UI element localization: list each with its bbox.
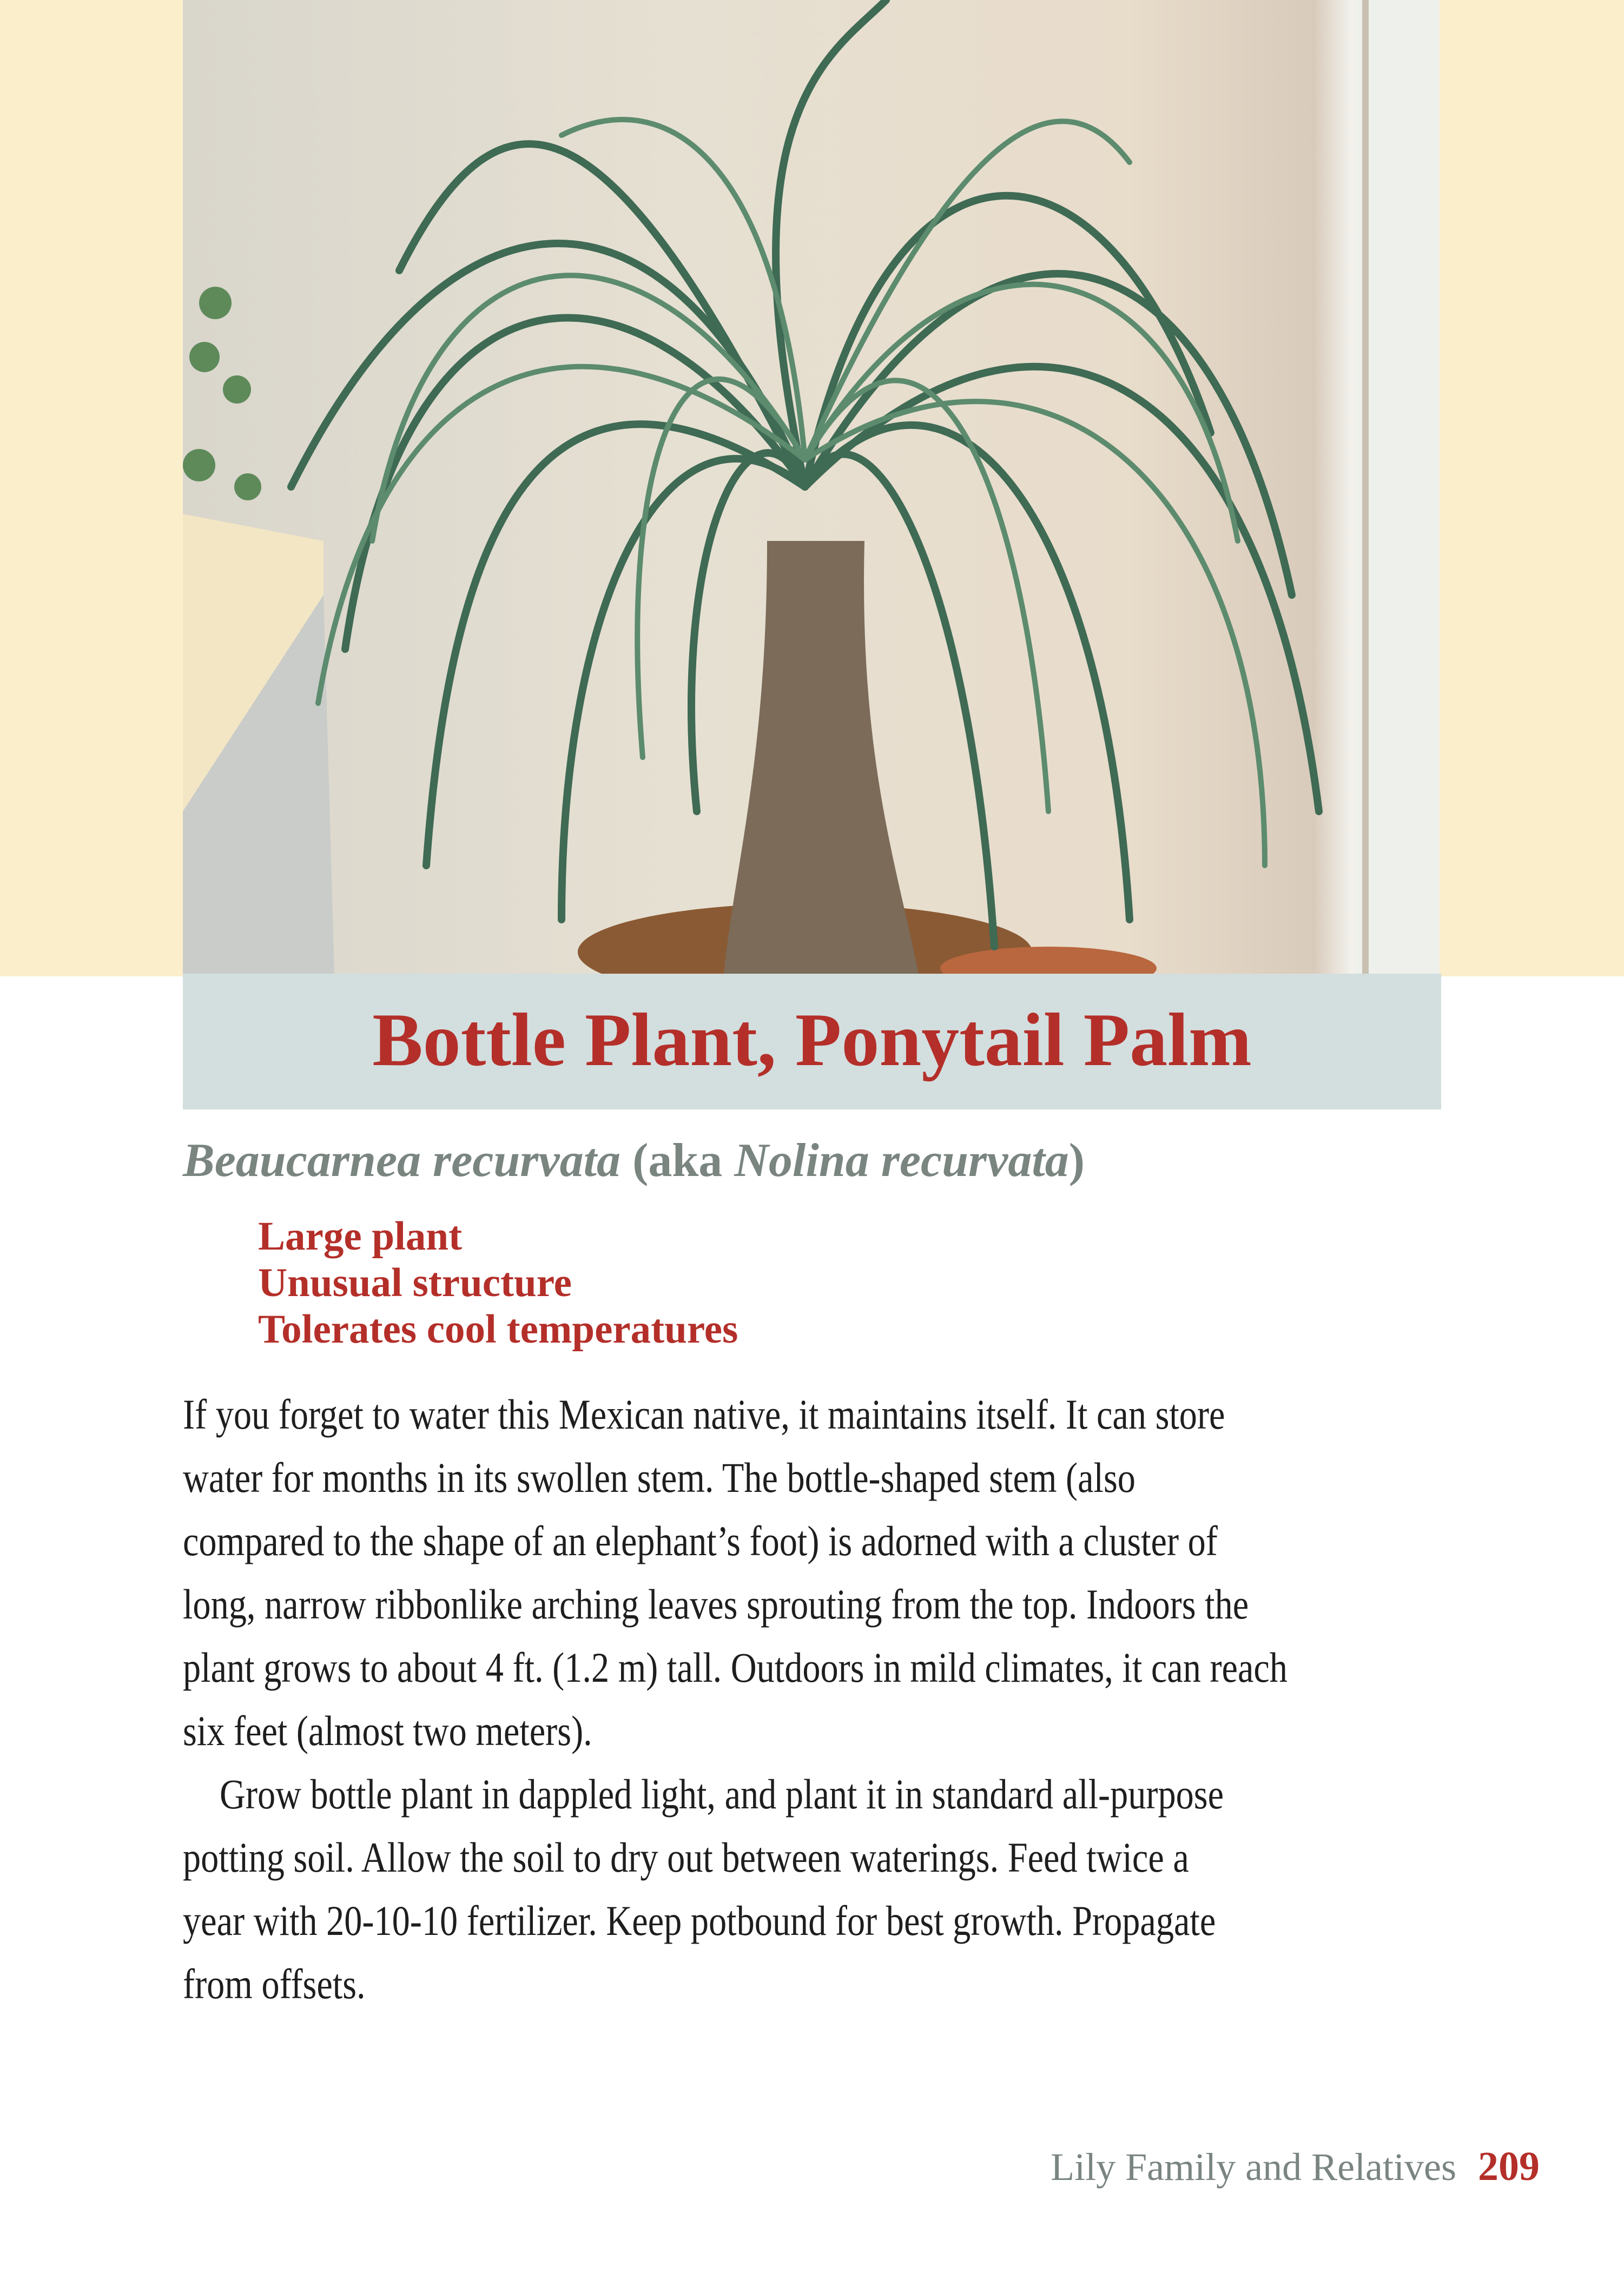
text-line: water for months in its swollen stem. The bottle-shaped stem (also (183, 1454, 1136, 1501)
page-number: 209 (1478, 2144, 1540, 2189)
synonym-name: Nolina recurvata (734, 1134, 1069, 1187)
page-footer (1051, 2143, 1540, 2190)
text-line: potting soil. Allow the soil to dry out between waterings. Feed twice a (183, 1834, 1189, 1881)
aka-close: ) (1068, 1134, 1085, 1187)
plant-illustration-icon (183, 0, 1440, 974)
paragraph-care (183, 1762, 1288, 2016)
section-title: Lily Family and Relatives (1051, 2145, 1456, 2189)
ponytail-palm-photo (183, 0, 1440, 974)
page-title: Bottle Plant, Ponytail Palm (372, 997, 1252, 1082)
scientific-name (183, 1133, 1085, 1188)
aka-label: (aka (632, 1134, 735, 1187)
feature-item: Unusual structure (258, 1260, 572, 1305)
body-text (183, 1383, 1288, 2016)
text-line: compared to the shape of an elephant’s foot) is adorned with a cluster of (183, 1517, 1218, 1564)
title-band (183, 974, 1441, 1109)
feature-list (258, 1213, 738, 1353)
botanical-name: Beaucarnea recurvata (183, 1134, 621, 1187)
text-line: year with 20-10-10 fertilizer. Keep potbound for best growth. Propagate (183, 1897, 1216, 1944)
paragraph-description (183, 1383, 1288, 1762)
feature-item: Tolerates cool temperatures (258, 1307, 738, 1352)
text-line: plant grows to about 4 ft. (1.2 m) tall. Outdoors in mild climates, it can reach (183, 1644, 1288, 1691)
text-line: six feet (almost two meters). (183, 1707, 592, 1754)
text-line: long, narrow ribbonlike arching leaves sprouting from the top. Indoors the (183, 1581, 1249, 1628)
text-line: from offsets. (183, 1960, 366, 2007)
text-line: If you forget to water this Mexican native, it maintains itself. It can store (183, 1391, 1225, 1438)
text-line: Grow bottle plant in dappled light, and plant it in standard all-purpose (220, 1770, 1224, 1818)
feature-item: Large plant (258, 1214, 463, 1259)
